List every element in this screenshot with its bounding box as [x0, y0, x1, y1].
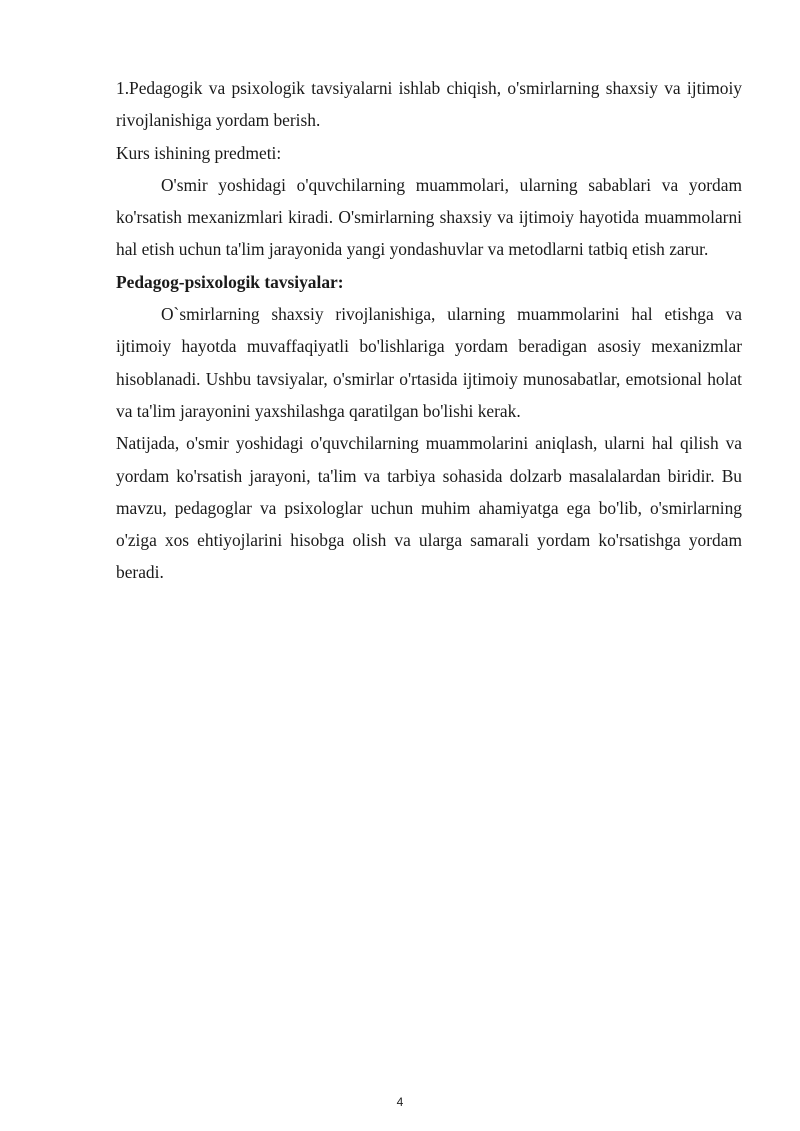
- section-heading-recommendations: Pedagog-psixologik tavsiyalar:: [116, 271, 344, 292]
- body-text: [116, 72, 742, 589]
- paragraph-conclusion: Natijada, o'smir yoshidagi o'quvchilarning muammolarini aniqlash, ularni hal qilish va yordam ko'rsatish jarayoni, ta'lim va tarbiya sohasida dolzarb masalalardan biridir. Bu mavzu, pedagoglar va psixologlar uchun muhim ahamiyatga ega bo'lib, o'smirlarning o'ziga xos ehtiyojlarini hisobga olish va ularga samarali yordam ko'rsatishga yordam beradi.: [116, 433, 742, 583]
- paragraph-subject-label: Kurs ishining predmeti:: [116, 142, 282, 163]
- paragraph-recommendations-goal: 1.Pedagogik va psixologik tavsiyalarni ishlab chiqish, o'smirlarning shaxsiy va ijtimoiy rivojlanishiga yordam berish.: [116, 78, 742, 131]
- paragraph-subject-description: O'smir yoshidagi o'quvchilarning muammolari, ularning sabablari va yordam ko'rsatish mexanizmlari kiradi. O'smirlarning shaxsiy va ijtimoiy hayotida muammolarni hal etish uchun ta'lim jarayonida yangi yondashuvlar va metodlarni tatbiq etish zarur.: [116, 174, 742, 260]
- paragraph-recommendations-description: O`smirlarning shaxsiy rivojlanishiga, ularning muammolarini hal etishga va ijtimoiy hayotda muvaffaqiyatli bo'lishlariga yordam beradigan asosiy mexanizmlar hisoblanadi. Ushbu tavsiyalar, o'smirlar o'rtasida ijtimoiy munosabatlar, emotsional holat va ta'lim jarayonini yaxshilashga qaratilgan bo'lishi kerak.: [116, 304, 742, 421]
- page-number: 4: [396, 1095, 404, 1109]
